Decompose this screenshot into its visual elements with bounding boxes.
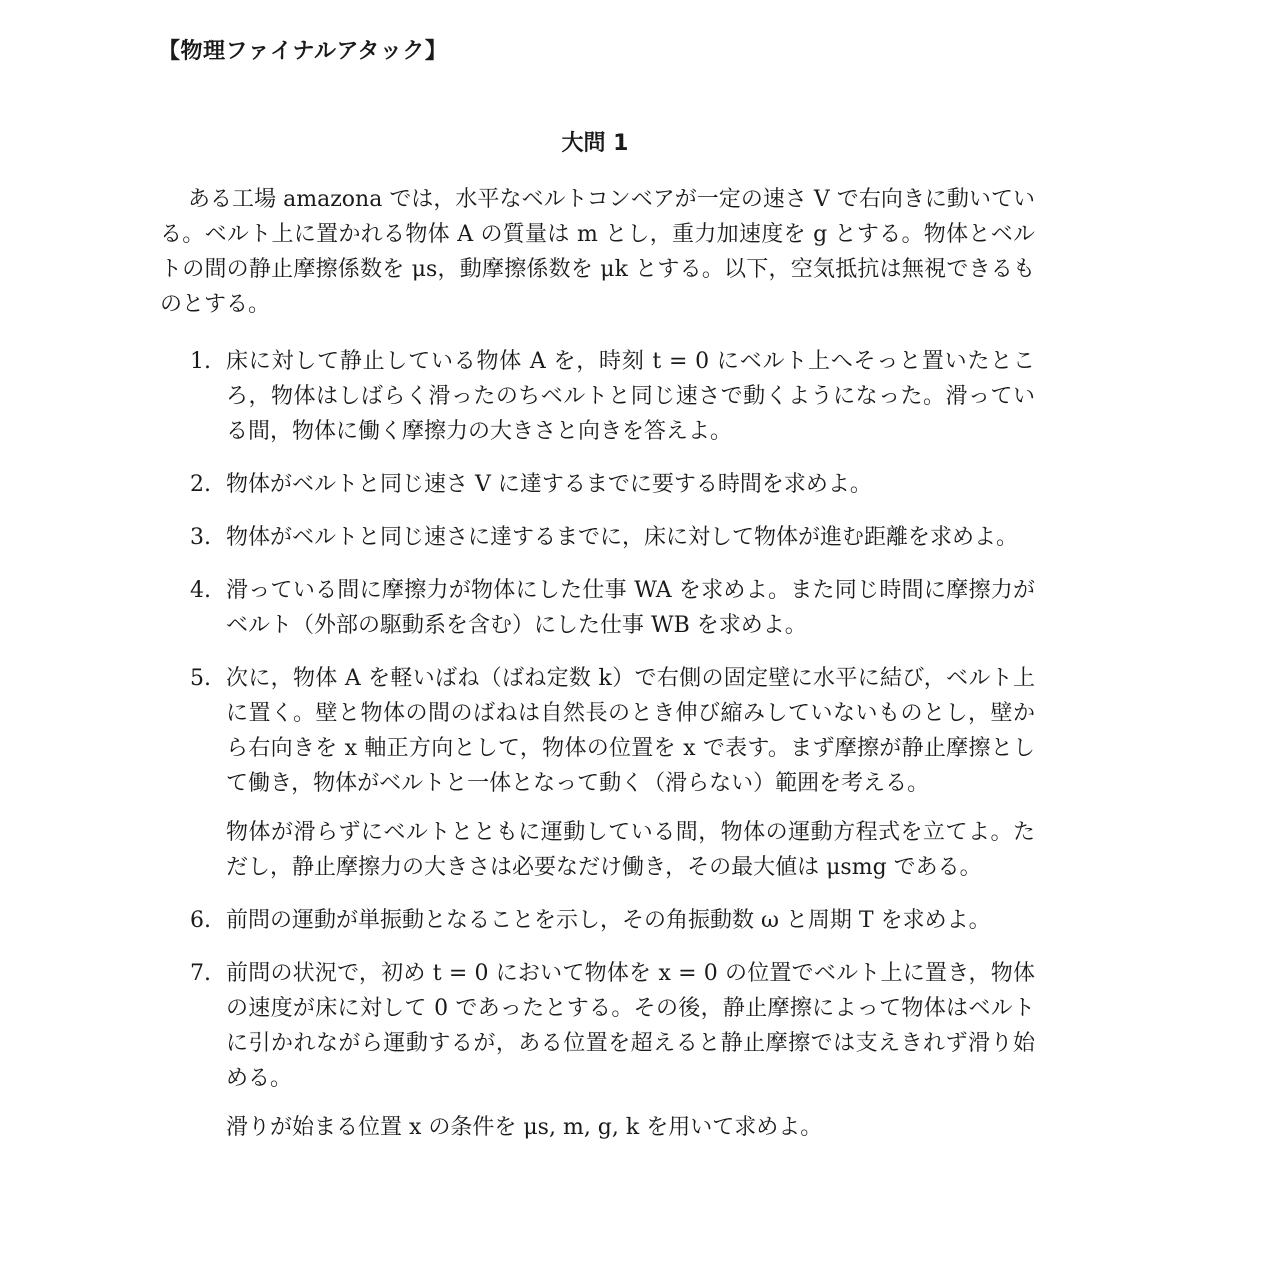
problem-item bbox=[190, 956, 1035, 1145]
problem-body bbox=[226, 661, 1035, 885]
intro-paragraph: ある工場 amazona では，水平なベルトコンベアが一定の速さ V で右向きに動いている。ベルト上に置かれる物体 A の質量は m とし，重力加速度を g とする。物体とベルトの間の静止摩擦係数を μs，動摩擦係数を μk とする。以下，空気抵抗は無視できるものとする。 bbox=[160, 187, 1035, 317]
problem-body bbox=[226, 344, 1035, 449]
problem-body bbox=[226, 573, 1035, 643]
problem-item bbox=[190, 344, 1035, 449]
problem-number: 2. bbox=[190, 472, 211, 497]
problem-text: 滑りが始まる位置 x の条件を μs, m, g, k を用いて求めよ。 bbox=[226, 1115, 823, 1140]
problem-number: 4. bbox=[190, 578, 211, 603]
problem-body bbox=[226, 520, 1035, 555]
problem-text: 前問の状況で，初め t = 0 において物体を x = 0 の位置でベルト上に置き，物体の速度が床に対して 0 であったとする。その後，静止摩擦によって物体はベルトに引かれながら運動するが，ある位置を超えると静止摩擦では支えきれず滑り始める。 bbox=[226, 961, 1035, 1091]
problem-body bbox=[226, 467, 1035, 502]
problem-text: 物体がベルトと同じ速さ V に達するまでに要する時間を求めよ。 bbox=[226, 472, 872, 497]
problem-item bbox=[190, 573, 1035, 643]
problem-text: 床に対して静止している物体 A を，時刻 t = 0 にベルト上へそっと置いたところ，物体はしばらく滑ったのちベルトと同じ速さで動くようになった。滑っている間，物体に働く摩擦力の大きさと向きを答えよ。 bbox=[226, 349, 1035, 444]
problem-text: 物体がベルトと同じ速さに達するまでに，床に対して物体が進む距離を求めよ。 bbox=[226, 525, 1019, 550]
problem-number: 3. bbox=[190, 525, 211, 550]
problem-text: 次に，物体 A を軽いばね（ばね定数 k）で右側の固定壁に水平に結び，ベルト上に置く。壁と物体の間のばねは自然長のとき伸び縮みしていないものとし，壁から右向きを x 軸正方向として，物体の位置を x で表す。まず摩擦が静止摩擦として働き，物体がベルトと一体となって動く（滑らない）範囲を考える。 bbox=[226, 666, 1035, 796]
problem-item bbox=[190, 520, 1035, 555]
document-header: 【物理ファイナルアタック】 bbox=[158, 39, 448, 64]
problem-number: 6. bbox=[190, 908, 211, 933]
problem-text: 前問の運動が単振動となることを示し，その角振動数 ω と周期 T を求めよ。 bbox=[226, 908, 991, 933]
problem-body bbox=[226, 903, 1035, 938]
problem-text: 物体が滑らずにベルトとともに運動している間，物体の運動方程式を立てよ。ただし，静止摩擦力の大きさは必要なだけ働き，その最大値は μsmg である。 bbox=[226, 820, 1035, 880]
problem-text: 滑っている間に摩擦力が物体にした仕事 WA を求めよ。また同じ時間に摩擦力がベルト（外部の駆動系を含む）にした仕事 WB を求めよ。 bbox=[226, 578, 1035, 638]
problem-body bbox=[226, 956, 1035, 1145]
problem-number: 7. bbox=[190, 961, 211, 986]
problem-item bbox=[190, 903, 1035, 938]
problem-item bbox=[190, 661, 1035, 885]
problem-item bbox=[190, 467, 1035, 502]
section-title: 大問 1 bbox=[561, 131, 629, 156]
problem-list bbox=[190, 344, 1035, 1163]
problem-number: 5. bbox=[190, 666, 211, 691]
problem-number: 1. bbox=[190, 349, 211, 374]
